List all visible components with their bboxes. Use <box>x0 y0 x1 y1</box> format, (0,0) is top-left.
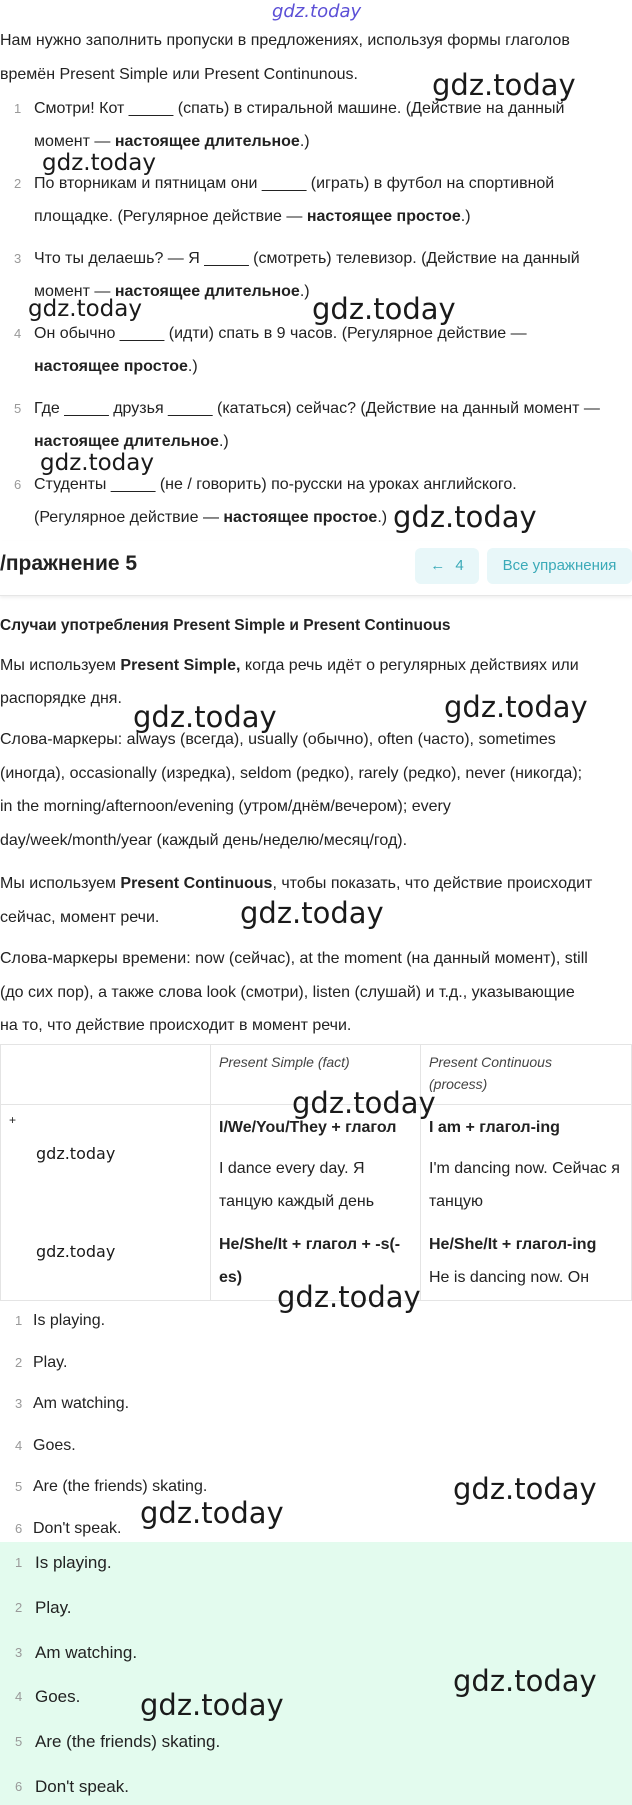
theory-p3-line1 <box>0 867 630 900</box>
task-line: Студенты _____ (не / говорить) по-русски на уроках английского. <box>34 476 517 493</box>
watermark: gdz.today <box>133 700 277 734</box>
answer-number: 5 <box>15 1734 23 1750</box>
term-present-continuous: Present Continuous <box>120 875 273 892</box>
grammar-table <box>0 1044 632 1301</box>
header-line: Present Continuous <box>429 1054 552 1070</box>
answer-number: 5 <box>15 1479 23 1495</box>
theory-p1-line2: распорядке дня. <box>0 690 122 707</box>
watermark: gdz.today <box>42 150 156 176</box>
answer-text: Am watching. <box>35 1642 138 1662</box>
table-continuous-cell <box>421 1105 632 1301</box>
watermark: gdz.today <box>140 1688 284 1722</box>
example-text: I dance every day. Я танцую каждый день <box>219 1160 375 1210</box>
tense-name: настоящее простое <box>223 509 378 526</box>
intro-line-1: Нам нужно заполнить пропуски в предложениях, используя формы глаголов <box>0 32 570 49</box>
task-line <box>34 501 624 534</box>
text: Мы используем <box>0 657 121 674</box>
tense-name: настоящее простое <box>34 358 188 375</box>
text: .) <box>377 509 388 526</box>
watermark: gdz.today <box>277 1280 421 1314</box>
text: .) <box>187 358 198 375</box>
text: .) <box>299 133 310 150</box>
answer-text: Goes. <box>35 1687 81 1707</box>
theory-p2-line: (иногда), occasionally (изредка), seldom (редко), rarely (редко), never (никогда); <box>0 764 583 782</box>
tense-name: настоящее длительное <box>114 283 300 300</box>
intro-line-2: времён Present Simple или Present Continunous. <box>0 66 358 83</box>
solution-panel <box>0 1542 632 1805</box>
text: площадке. (Регулярное действие — <box>34 208 307 225</box>
answer-text: Play. <box>35 1597 72 1617</box>
task-line: Где _____ друзья _____ (кататься) сейчас? (Действие на данный момент — <box>34 400 600 417</box>
rule-text: I am + глагол-ing <box>429 1119 560 1136</box>
task-line: Смотри! Кот _____ (спать) в стиральной машине. (Действие на данный <box>34 100 565 117</box>
header-line: (process) <box>429 1076 488 1092</box>
text: .) <box>299 283 310 300</box>
watermark: gdz.today <box>240 896 384 930</box>
grammar-table-wrap <box>0 1044 632 1303</box>
text: момент — <box>34 133 115 150</box>
task-line: Он обычно _____ (идти) спать в 9 часов. (Регулярное действие — <box>34 325 527 342</box>
answer-text: Am watching. <box>33 1395 130 1413</box>
theory-p4-line: на то, что действие происходит в момент речи. <box>0 1017 352 1034</box>
tense-name: настоящее длительное <box>114 133 300 150</box>
watermark: gdz.today <box>432 68 576 102</box>
watermark: gdz.today <box>140 1496 284 1530</box>
watermark: gdz.today <box>36 1144 116 1163</box>
table-simple-cell <box>211 1105 421 1301</box>
site-logo[interactable]: gdz.today <box>272 1 362 22</box>
answer-number: 6 <box>15 1779 23 1794</box>
exercise-title: /пражнение 5 <box>0 552 138 575</box>
theory-p3-line2: сейчас, момент речи. <box>0 909 160 926</box>
task-number: 2 <box>14 176 22 191</box>
text: момент — <box>34 283 115 300</box>
answer-number: 4 <box>15 1689 23 1705</box>
theory-p4-line: Слова-маркеры времени: now (сейчас), at the moment (на данный момент), still <box>0 950 588 967</box>
task-line: По вторникам и пятницам они _____ (играть) в футбол на спортивной <box>34 175 555 192</box>
term-present-simple: Present Simple, <box>120 657 241 674</box>
tense-name: настоящее простое <box>306 208 461 225</box>
answer-text: Is playing. <box>33 1312 106 1329</box>
answer-text: Don't speak. <box>35 1777 129 1796</box>
example-text: I'm dancing now. Сейчас я танцую <box>429 1160 620 1210</box>
text: Мы используем <box>0 875 121 892</box>
answer-number: 6 <box>15 1521 23 1536</box>
answer-number: 2 <box>15 1599 23 1615</box>
answer-text: Goes. <box>33 1436 76 1454</box>
tense-name: настоящее длительное <box>34 433 219 450</box>
task-line: Что ты делаешь? — Я _____ (смотреть) телевизор. (Действие на данный <box>34 250 580 267</box>
theory-p2-line: day/week/month/year (каждый день/неделю/месяц/год). <box>0 831 408 849</box>
plus-sign: + <box>9 1113 17 1127</box>
table-plus-cell <box>1 1105 211 1301</box>
answer-text: Is playing. <box>35 1553 112 1572</box>
rule-text: He/She/It + глагол + -s(-es) <box>219 1236 401 1286</box>
task-number: 3 <box>14 251 22 266</box>
task-line <box>34 125 624 158</box>
text: (Регулярное действие — <box>34 509 224 526</box>
watermark: gdz.today <box>292 1086 436 1120</box>
task-line <box>34 350 624 383</box>
example-text: He is dancing now. Он <box>429 1269 590 1286</box>
watermark: gdz.today <box>36 1242 116 1261</box>
prev-exercise-label: 4 <box>455 557 464 574</box>
rule-text: He/She/It + глагол-ing <box>429 1236 597 1253</box>
table-corner-cell <box>1 1045 211 1105</box>
text: .) <box>218 433 229 450</box>
task-number: 5 <box>14 401 22 416</box>
answer-text: Are (the friends) skating. <box>33 1478 208 1496</box>
theory-heading: Случаи употребления Present Simple и Present Continuous <box>0 617 451 634</box>
task-number: 6 <box>14 477 22 492</box>
task-line <box>34 275 624 308</box>
table-header-continuous <box>421 1045 632 1105</box>
task-number: 1 <box>14 101 22 116</box>
answer-number: 3 <box>15 1396 23 1412</box>
answer-number: 2 <box>15 1354 23 1370</box>
theory-p1-line1 <box>0 649 630 682</box>
prev-exercise-button[interactable] <box>415 548 479 584</box>
text: когда речь идёт о регулярных действиях или <box>240 657 579 674</box>
theory-p2-line: in the morning/afternoon/evening (утром/днём/вечером); every <box>0 798 451 815</box>
answer-text: Play. <box>33 1353 68 1371</box>
watermark: gdz.today <box>393 500 537 534</box>
text: .) <box>460 208 471 225</box>
watermark: gdz.today <box>312 292 456 326</box>
rule-text: I/We/You/They + глагол <box>219 1119 397 1136</box>
answer-number: 4 <box>15 1437 23 1453</box>
answer-number: 1 <box>15 1313 23 1328</box>
watermark: gdz.today <box>453 1472 597 1506</box>
watermark: gdz.today <box>28 296 142 322</box>
table-header-simple: Present Simple (fact) <box>211 1045 421 1105</box>
task-line <box>34 425 624 458</box>
task-number: 4 <box>14 326 22 341</box>
watermark: gdz.today <box>453 1664 597 1698</box>
task-line <box>34 200 624 233</box>
answer-number: 1 <box>15 1555 23 1570</box>
watermark: gdz.today <box>40 450 154 476</box>
answer-number: 3 <box>15 1644 23 1660</box>
text: , чтобы показать, что действие происходит <box>272 875 593 892</box>
theory-p2-line: Слова-маркеры: always (всегда), usually (обычно), often (часто), sometimes <box>0 731 556 748</box>
answer-text: Don't speak. <box>33 1520 122 1537</box>
arrow-left-icon: ← <box>430 557 446 574</box>
answer-text: Are (the friends) skating. <box>35 1732 221 1752</box>
watermark: gdz.today <box>444 690 588 724</box>
theory-p4-line: (до сих пор), а также слова look (смотри), listen (слушай) и т.д., указывающие <box>0 983 575 1001</box>
all-exercises-button[interactable]: Все упражнения <box>487 548 632 584</box>
